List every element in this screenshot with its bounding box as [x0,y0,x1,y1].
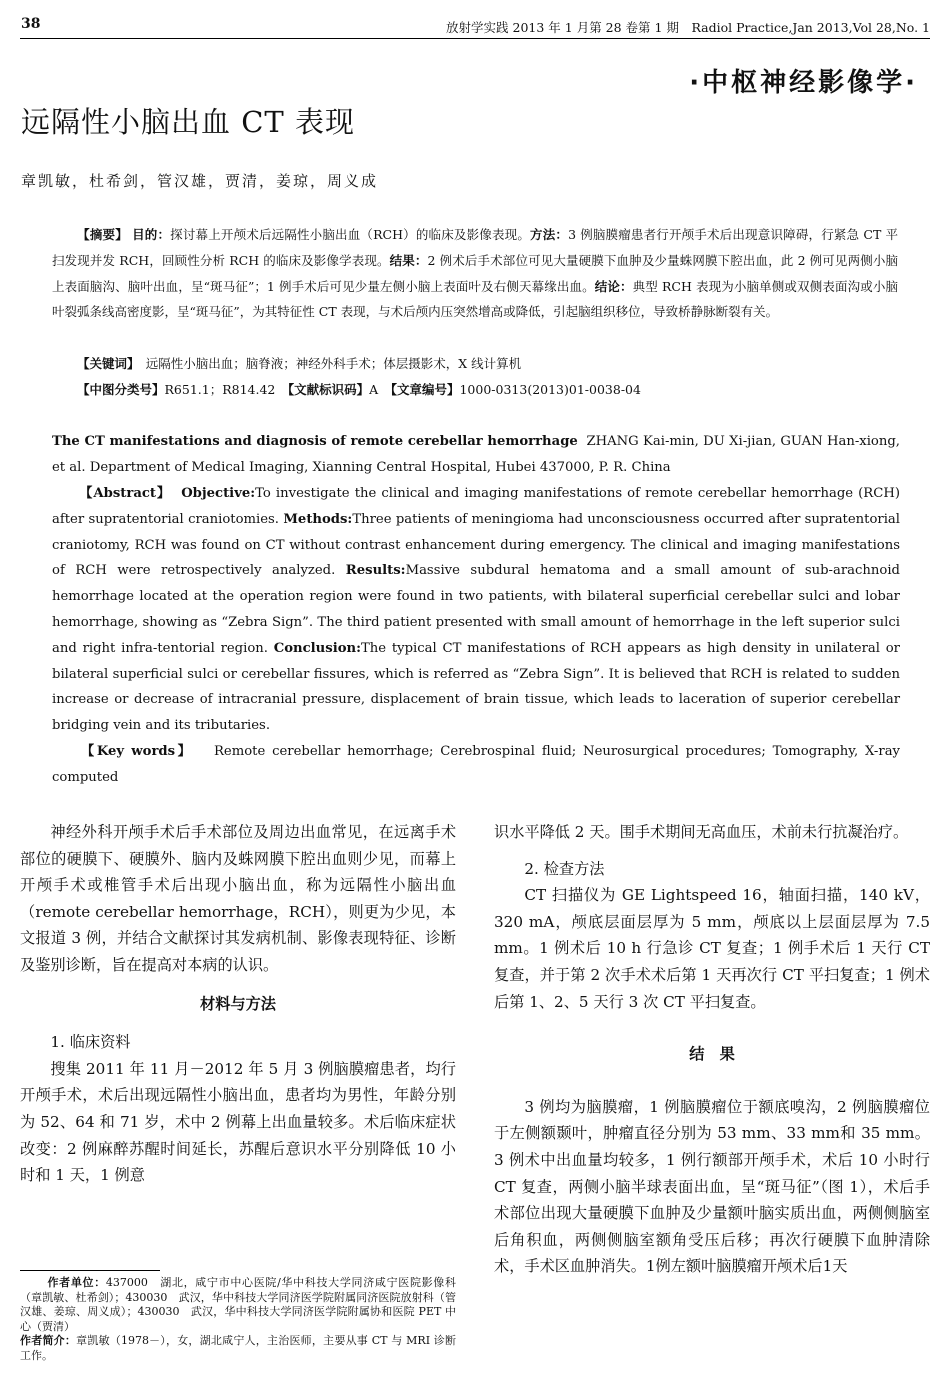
cn-methods-label: 方法： [530,227,569,242]
en-conclusion-label: Conclusion: [273,640,361,656]
cn-keywords [52,351,898,377]
en-keywords-label: 【Key words】 [78,744,194,759]
header-rule [20,38,930,39]
en-objective-label: Objective: [181,486,256,501]
en-methods: Three patients of meningioma had unconsciousness occurred after supratentorial craniotomy, RCH was found on CT without contrast enhancement during emergency. The clinical and imaging manifestations of RCH were retrospectively analyzed. [52,511,900,579]
author-list: 章凯敏，杜希剑，管汉雄，贾清，姜琼，周义成 [21,172,379,190]
en-methods-label: Methods: [283,511,353,527]
en-title: The CT manifestations and diagnosis of remote cerebellar hemorrhage [52,434,578,449]
clinical-data-subheading: 1. 临床资料 [50,1033,131,1052]
en-objective: To investigate the clinical and imaging manifestations of remote cerebellar hemorrhage (RCH) after supratentorial craniotomies. [52,486,900,527]
intro-paragraph: 神经外科开颅手术后手术部位及周边出血常见，在远离手术部位的硬膜下、硬膜外、脑内及蛛网膜下腔出血则少见，而幕上开颅手术或椎管手术后出现小脑出血，称为远隔性小脑出血（remote cerebellar hemorrhage，RCH），则更为少见，本文报道 3 例，并结合文献探讨其发病机制、影像表现特征、诊断及鉴别诊断，旨在提高对本病的认识。 [20,823,456,974]
doc-code-value: A [369,382,379,397]
clinical-data-paragraph: 搜集 2011 年 11 月－2012 年 5 月 3 例脑膜瘤患者，均行开颅手术，术后出现远隔性小脑出血，患者均为男性，年龄分别为 52、64 和 71 岁，术中 2 例幕上出血量较多。术后临床症状改变：2 例麻醉苏醒时间延长，苏醒后意识水平分别降低 10 小时和 1 天，1 例意 [20,1059,456,1185]
body-left-column [20,819,456,1189]
class-label: 【中图分类号】 [77,382,165,397]
clinical-data-continuation: 识水平降低 2 天。围手术期间无高血压，术前未行抗凝治疗。 [494,823,909,841]
results-heading: 结 果 [689,1045,735,1064]
section-label: ·中枢神经影像学· [689,68,918,98]
en-keywords-text: Remote cerebellar hemorrhage; Cerebrospinal fluid; Neurosurgical procedures; Tomography, X-ray computed [52,744,901,785]
cn-results-label: 结果： [389,252,428,268]
en-authors-affiliation: ZHANG Kai-min, DU Xi-jian, GUAN Han-xiong, et al. Department of Medical Imaging, Xianning Central Hospital, Hubei 437000, P. R. China [52,434,900,475]
en-title-block [52,429,900,481]
article-title: 远隔性小脑出血 CT 表现 [21,105,355,139]
cn-methods: 3 例脑膜瘤患者行开颅手术后出现意识障碍，行紧急 CT 平扫发现并发 RCH，回顾性分析 RCH 的临床及影像学表现。 [52,227,898,268]
article-number-value: 1000-0313(2013)01-0038-04 [459,382,641,397]
cn-conclusion: 典型 RCH 表现为小脑单侧或双侧表面沟或小脑叶裂弧条线高密度影，呈“斑马征”，为其特征性 CT 表现，与术后颅内压突然增高或降低，引起脑组织移位，导致桥静脉断裂有关。 [52,278,898,320]
exam-method-paragraph: CT 扫描仪为 GE Lightspeed 16，轴面扫描，140 kV，320 mA，颅底层面层厚为 5 mm，颅底以上层面层厚为 7.5 mm。1 例术后 10 h 行急诊 CT 复查；1 例手术后 1 天行 CT 复查，并于第 2 次手术术后第 1 天再次行 CT 平扫复查；1 例术后第 1、2、5 天行 3 次 CT 平扫复查。 [494,886,930,1011]
results-paragraph: 3 例均为脑膜瘤，1 例脑膜瘤位于额底嗅沟，2 例脑膜瘤位于左侧额颞叶，肿瘤直径分别为 53 mm、33 mm和 35 mm。3 例术中出血量均较多，1 例行额部开颅手术，术后 10 小时行 CT 复查，两侧小脑半球表面出血，呈“斑马征”（图 1），术后手术部位出现大量硬膜下血肿及少量额叶脑实质出血，两侧侧脑室后角积血，两侧侧脑室额角受压后移；再次行硬膜下血肿清除术，手术区血肿消失。1例左额叶脑膜瘤开颅术后1天 [494,1097,930,1276]
page-number: 38 [21,16,41,32]
cn-classification [52,377,898,403]
author-unit: 437000 湖北，咸宁市中心医院/华中科技大学同济咸宁医院影像科（章凯敏、杜希剑）；430030 武汉，华中科技大学同济医学院附属同济医院放射科（管汉雄、姜琼、周义成）；430030 武汉，华中科技大学同济医学院附属协和医院 PET 中心（贾清） [20,1276,456,1333]
cn-objective-label: 目的： [132,227,171,242]
en-results-label: Results: [345,563,406,579]
author-bio: 章凯敏（1978－），女，湖北咸宁人，主治医师，主要从事 CT 与 MRI 诊断工作。 [20,1334,456,1362]
footnote [20,1276,456,1364]
footnote-rule [20,1270,160,1271]
exam-method-subheading: 2. 检查方法 [524,859,605,878]
body-right-column [494,819,930,1280]
article-number-label: 【文章编号】 [390,382,460,397]
methods-heading: 材料与方法 [200,994,276,1013]
cn-abstract [52,222,898,325]
en-conclusion: The typical CT manifestations of RCH appears as high density in unilateral or bilateral superficial sulci or cerebellar fissures, which is referred as “Zebra Sign”. It is believed that RCH is related to sudden increase or decrease of intracranial pressure, displacement of brain tissue, which leads to laceration of superior cerebellar bridging vein and its tributaries. [52,640,900,734]
en-abstract [52,481,900,739]
en-results: Massive subdural hematoma and a small amount of sub-arachnoid hemorrhage located at the operation region were found in two patients, with bilateral superficial cerebellar sulci and lobar hemorrhage, showing as “Zebra Sign”. The third patient presented with small amount of hemorrhage in the left superior sulci and right infra-tentorial region. [52,563,900,656]
class-value: R651.1；R814.42 [164,382,276,397]
journal-info: 放射学实践 2013 年 1 月第 28 卷第 1 期 Radiol Practice,Jan 2013,Vol 28,No. 1 [446,20,930,35]
cn-results: 2 例术后手术部位可见大量硬膜下血肿及少量蛛网膜下腔出血，此 2 例可见两侧小脑上表面脑沟、脑叶出血，呈“斑马征”；1 例手术后可见少量左侧小脑上表面叶及右侧天幕缘出血。 [52,252,898,294]
cn-objective: 探讨幕上开颅术后远隔性小脑出血（RCH）的临床及影像表现。 [170,227,531,242]
en-abstract-label: 【Abstract】 [78,486,171,501]
author-unit-label: 作者单位： [47,1276,106,1289]
cn-keywords-label: 【关键词】 [77,356,134,371]
author-bio-label: 作者简介： [20,1334,77,1348]
en-keywords [52,739,900,791]
cn-conclusion-label: 结论： [594,278,633,294]
doc-code-label: 【文献标识码】 [287,382,370,397]
cn-abstract-label: 【摘要】 [77,227,128,242]
cn-keywords-text: 远隔性小脑出血；脑脊液；神经外科手术；体层摄影术，X 线计算机 [145,356,522,371]
